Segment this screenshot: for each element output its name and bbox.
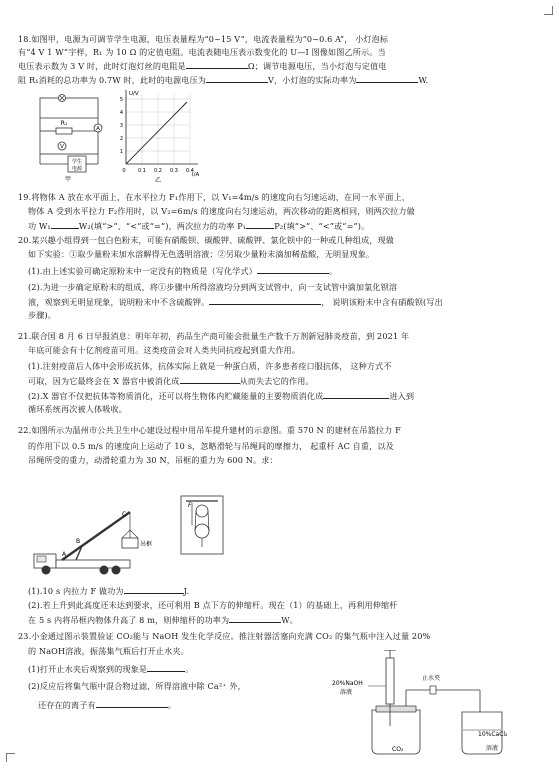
q20-answer-blank-formula[interactable] <box>257 265 329 274</box>
co2-label: CO₂ <box>392 746 404 753</box>
q18-line-3 <box>18 60 538 72</box>
wheel <box>112 566 121 575</box>
clamp-icon <box>430 686 436 694</box>
q18-line-4 <box>18 74 538 86</box>
q18-line-3-text-a: 电压表示数为 3 V 时，此时灯泡灯丝的电阻是 <box>18 61 186 71</box>
graph-x-tick-0.2: 0.2 <box>154 168 162 174</box>
graph-x-label: I/A <box>192 172 200 178</box>
q22-line-2: 的作用下以 0.5 m/s 的速度向上运动了 10 s，忽略滑轮与吊绳间的摩擦力， 起重杆 AC 自重，以及 <box>28 441 394 451</box>
voltmeter-label: V <box>60 144 64 150</box>
q23-line-2: 的 NaOH溶液，振荡集气瓶后打开止水夹。 <box>28 646 189 656</box>
q18-answer-blank-resistance[interactable] <box>186 60 248 69</box>
crane-boom <box>62 512 130 560</box>
q18-line-4-text-b: V，小灯泡的实际功率为 <box>268 75 357 85</box>
ui-line <box>126 102 187 164</box>
force-label: F <box>188 502 192 509</box>
graph-y-tick-2: 2 <box>119 136 123 142</box>
label-a: A <box>62 551 67 558</box>
q20-line-1: 20.某兴趣小组得到一包白色粉末，可能有硝酸钡、碳酸钾、硫酸钾、氯化钡中的一种或几种组成，现做 <box>18 235 395 245</box>
wheel <box>100 566 109 575</box>
graph-caption: 乙 <box>154 177 162 184</box>
graph-x-tick-0: 0 <box>122 168 126 174</box>
q21-line-4-text-a: 可取，因为它最终会在 X 器官中被消化成 <box>28 376 180 386</box>
graph-y-label: U/V <box>129 91 139 97</box>
q18-line-4-text-a: 阻 R₁消耗的总功率为 0.7W 时，此时的电源电压为 <box>18 75 206 85</box>
q21-line-1: 21.联合国 8 月 6 日早报消息：明年年初，药品生产商可能会批量生产数千万剂新冠肺炎疫苗，到 2021 年 <box>18 331 410 341</box>
label-b: B <box>76 538 81 545</box>
graph-y-tick-5: 5 <box>119 97 123 103</box>
q21-line-5-text-a: (2).X 器官不仅把抗体等物质消化，还可以将生物体内贮藏能量的主要物质消化成 <box>28 391 324 401</box>
graph-y-tick-1: 1 <box>119 149 123 155</box>
label-c: C <box>122 511 127 518</box>
q23-line-1: 23.小金通过图示装置验证 CO₂能与 NaOH 发生化学反应。推注射器活塞向充满 CO₂ 的集气瓶中注入过量 20% <box>18 631 431 641</box>
q23-answer-blank-ions[interactable] <box>96 699 168 708</box>
clamp-label: 止水夹 <box>422 675 441 682</box>
naoh-label-2: 溶液 <box>340 689 353 696</box>
q22-line-4-text-b: J. <box>183 586 190 596</box>
basket-label: 吊框 <box>140 541 153 548</box>
q19-line-2: 物体 A 受到水平拉力 F₂作用时，以 V₂=6m/s 的速度向右匀速运动，两次移动的距离相同，则两次拉力做 <box>28 206 415 216</box>
graph-x-tick-0.1: 0.1 <box>138 168 146 174</box>
q19-line-3-text-a: 功 W₁ <box>28 221 51 231</box>
q18-answer-blank-power[interactable] <box>356 74 418 83</box>
q21-line-5 <box>28 390 538 402</box>
wheel <box>42 566 51 575</box>
q20-line-3 <box>28 265 538 277</box>
q22-pulley-diagram <box>180 495 224 555</box>
graph-y-tick-4: 4 <box>119 110 123 116</box>
q23-apparatus-diagram <box>330 650 530 760</box>
q22-answer-blank-power[interactable] <box>229 614 281 623</box>
syringe-icon <box>386 658 394 704</box>
q22-line-4-text-a: (1).10 s 内拉力 F 做功为 <box>28 586 124 596</box>
q22-answer-blank-work[interactable] <box>124 585 184 594</box>
q22-line-4 <box>28 585 538 597</box>
q20-line-2: 如下实验：①取少量粉末加水溶解得无色透明溶液；②另取少量粉末滴加稀盐酸，无明显现象。 <box>28 249 375 259</box>
q20-answer-blank-steps[interactable] <box>209 296 321 305</box>
naoh-label-1: 20%NaOH <box>332 680 363 687</box>
resistor-icon <box>56 128 72 134</box>
q21-line-5-text-b: 进入到 <box>389 391 415 401</box>
source-label-1: 学生 <box>71 159 83 165</box>
q21-line-6: 循环系统再次被人体吸收。 <box>28 404 127 414</box>
basket <box>122 538 138 548</box>
q22-crane-diagram <box>32 508 162 580</box>
cacl-label-1: 10%CaCl₂ <box>478 731 508 738</box>
q18-answer-blank-voltage[interactable] <box>206 74 268 83</box>
q18-line-1: 18.如图甲，电源为可调节学生电源，电压表量程为“0~15 V”，电流表量程为“0~0.6 A”， 小灯泡标 <box>18 34 389 44</box>
source-label-2: 电源 <box>71 166 83 172</box>
crop-mark-top-right <box>544 6 553 15</box>
q19-answer-blank-power[interactable] <box>246 220 274 229</box>
fixed-pulley-icon <box>196 505 208 517</box>
q22-line-6-text-a: 在 5 s 内将吊框内物体升高了 8 m，则伸缩杆的功率为 <box>28 615 230 625</box>
q21-line-3: (1).注射疫苗后人体中会形成抗体，抗体实际上就是一种蛋白质，许多患者痊口服抗体， 这种方式不 <box>28 361 392 371</box>
q23-line-5-text-b: 。 <box>167 700 176 710</box>
q20-line-3-text-a: (1).由上述实验可确定原粉末中一定没有的物质是（写化学式） <box>28 266 257 276</box>
q23-line-4: (2)反应后将集气瓶中混合物过滤，所得溶液中除 Ca²⁺ 外， <box>28 681 246 691</box>
movable-pulley-icon <box>195 524 209 538</box>
q22-line-6-text-b: W。 <box>281 615 298 625</box>
q21-line-4-text-b: 从而失去它的作用。 <box>239 376 314 386</box>
q22-line-3: 吊绳所受的重力，动滑轮重力为 30 N，吊框的重力为 600 N。求： <box>28 455 278 465</box>
q22-line-5: (2).若上升到此高度还未达到要求，还可利用 B 点下方的伸缩杆。现在（1）的基础上，再利用伸缩杆 <box>28 600 398 610</box>
q23-line-5 <box>38 699 298 711</box>
q18-line-2: 有“4 V 1 W”字样，R₁ 为 10 Ω 的定值电阻。电流表随电压表示数变化的 U—I 图像如图乙所示。当 <box>18 47 386 57</box>
q22-line-1: 22.如图所示为温州市公共卫生中心建设过程中用吊车提升建材的示意图。重 570 N 的建材在吊篮拉力 F <box>18 425 401 435</box>
q19-line-3-text-b: W₂(填“>”、“<”或“=”)，两次拉力的功率 P₁ <box>78 221 247 231</box>
cacl-label-2: 溶液 <box>486 745 499 752</box>
q21-line-2: 年底可能会有十亿剂疫苗可用。这类疫苗会对人类共同抗疫起到重大作用。 <box>28 345 301 355</box>
graph-y-tick-3: 3 <box>119 123 123 129</box>
q18-line-3-text-b: Ω；调节电源电压，当小灯泡与定值电 <box>247 61 387 71</box>
q20-line-4: (2).为进一步确定原粉末的组成，将①步骤中所得溶液均分到两支试管中，向一支试管中滴加氯化钡溶 <box>28 282 398 292</box>
q20-line-6: 步骤)。 <box>28 310 57 320</box>
q19-line-3 <box>28 220 538 232</box>
graph-x-tick-0.4: 0.4 <box>186 168 194 174</box>
q18-line-4-text-c: W. <box>418 75 429 85</box>
q21-answer-blank-digest[interactable] <box>180 375 240 384</box>
q20-line-3-text-b: 。 <box>328 266 338 276</box>
resistor-label: R₁ <box>60 120 68 127</box>
q21-line-4 <box>28 375 538 387</box>
q19-line-3-text-c: P₂(填“>”、“<”或“=”)。 <box>274 221 370 231</box>
q18-circuit-diagram <box>32 90 104 182</box>
q19-line-1: 19.将物体 A 放在水平面上，在水平拉力 F₁作用下，以 V₁=4m/s 的速度向右匀速运动，在同一水平面上， <box>18 192 410 202</box>
q20-line-5-text-a: 液，观察到无明显现象，说明粉末中不含硫酸钾。 <box>28 297 210 307</box>
q23-line-5-text-a: 还存在的离子有 <box>38 700 96 710</box>
q20-line-5-text-b: ， 说明该粉末中含有硝酸钡(写出 <box>321 297 443 307</box>
q23-line-3-text-a: (1)打开止水夹后观察到的现象是 <box>28 664 148 674</box>
q21-answer-blank-nutrient[interactable] <box>323 390 389 399</box>
q22-line-6 <box>28 614 538 626</box>
ammeter-label: A <box>96 126 100 132</box>
q23-answer-blank-phenomenon[interactable] <box>147 663 185 672</box>
circuit-caption: 甲 <box>64 176 72 182</box>
q18-ui-graph <box>112 88 208 184</box>
graph-x-tick-0.3: 0.3 <box>170 168 178 174</box>
q19-answer-blank-work[interactable] <box>51 220 79 229</box>
crop-mark-bottom-left <box>6 753 15 762</box>
q23-line-3-text-b: 。 <box>185 664 194 674</box>
q20-line-5 <box>28 296 538 308</box>
